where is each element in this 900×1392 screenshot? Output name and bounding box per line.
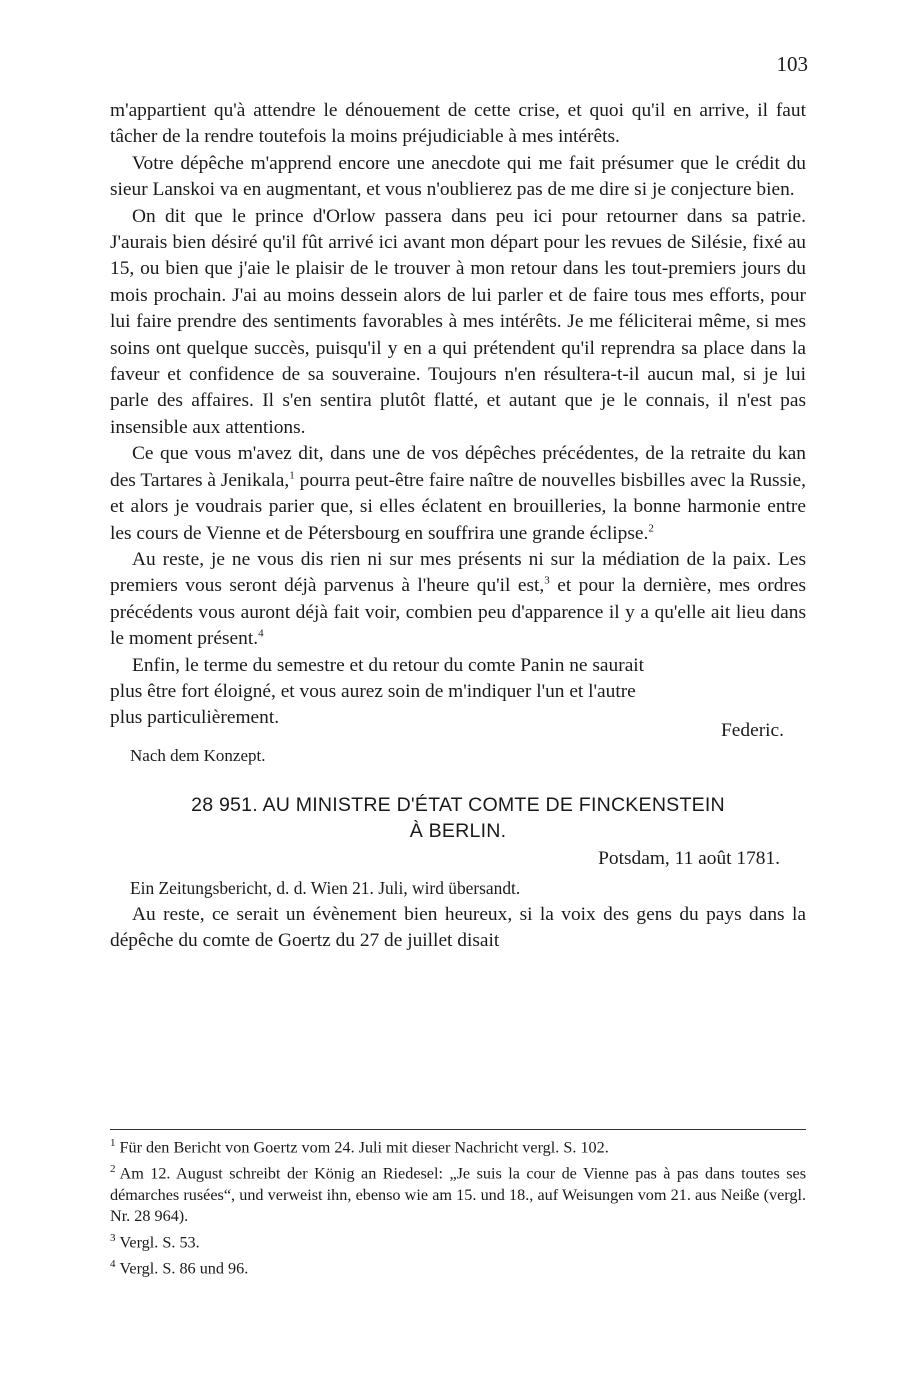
source-note: Nach dem Konzept. [130, 745, 266, 765]
document-number: 28 951. [191, 793, 258, 816]
footnote-reference: 2 [648, 522, 654, 535]
paragraph-text: et pour la dernière, mes ordres précédents vous auront déjà fait voir, combien peu d'apparence il y a qu'elle ait lieu dans le moment présent. [110, 575, 807, 650]
footnote-reference: 1 [289, 469, 295, 482]
page-number: 103 [776, 52, 808, 76]
footnote [110, 1159, 806, 1228]
footnote [110, 1254, 806, 1280]
footnote-reference: 3 [544, 574, 550, 587]
footnote-mark: 4 [110, 1257, 116, 1270]
closing-row [110, 653, 806, 741]
signature: Federic. [721, 719, 784, 741]
footnote-text: Vergl. S. 86 und 96. [119, 1259, 249, 1278]
document-summary: Ein Zeitungsbericht, d. d. Wien 21. Juli, wird übersandt. [130, 877, 521, 898]
paragraph: Au reste, ce serait un évènement bien heureux, si la voix des gens du pays dans la dépêche du comte de Goertz du 27 de juillet disait [110, 903, 806, 952]
footnote-divider [110, 1129, 806, 1130]
footnotes [110, 1133, 806, 1280]
place-date: Potsdam, 11 août 1781. [598, 847, 780, 869]
footnote-mark: 3 [110, 1231, 116, 1244]
paragraph: Enfin, le terme du semestre et du retour du comte Panin ne saurait plus être fort éloigné, et vous aurez soin de m'indiquer l'un et l'autre plus particulièrement. [110, 654, 645, 729]
footnote [110, 1133, 806, 1159]
paragraph: On dit que le prince d'Orlow passera dans peu ici pour retourner dans sa patrie. J'aurais bien désiré qu'il fût arrivé ici avant mon départ pour les revues de Silésie, fixé au 15, ou bien que j'aie le plaisir de le trouver à mon retour dans les tout-premiers jours du mois prochain. J'ai au moins dessein alors de lui parler et de faire tous mes efforts, pour lui faire prendre des sentiments favorables à mes intérêts. Je me féliciterai même, si mes soins ont quelque succès, puisqu'il y en a qui prétendent qu'il reprendra sa place dans la faveur et confidence de sa souveraine. Toujours n'en résultera-t-il aucun mal, si je lui parle des affaires. Il s'en sentira plutôt flatté, et autant que je le connais, il n'est pas insensible aux attentions. [110, 205, 806, 438]
main-text [110, 98, 806, 955]
paragraph-text: Au reste, je ne vous dis rien ni sur mes présents ni sur la médiation de la paix. Les premiers vous seront déjà parvenus à l'heure qu'il est, [110, 548, 806, 597]
paragraph-text: Ce que vous m'avez dit, dans une de vos dépêches précédentes, de la retraite du kan des Tartares à Jenikala, [110, 443, 806, 491]
paragraph-text: pourra peut-être faire naître de nouvelles bisbilles avec la Russie, et alors je voudrais parier que, si elles éclatent en brouilleries, la bonne harmonie entre les cours de Vienne et de Pétersbourg en souffrira une grande éclipse. [110, 469, 806, 544]
footnote-text: Für den Bericht von Goertz vom 24. Juli mit dieser Nachricht vergl. S. 102. [119, 1138, 609, 1157]
paragraph: m'appartient qu'à attendre le dénouement de cette crise, et quoi qu'il en arrive, il faut tâcher de la rendre toutefois la moins préjudiciable à mes intérêts. [110, 100, 806, 148]
footnote-mark: 1 [110, 1137, 116, 1149]
paragraph: Votre dépêche m'apprend encore une anecdote qui me fait présumer que le crédit du sieur Lanskoi va en augmentant, et vous n'oublierez pas de me dire si je conjecture bien. [110, 152, 806, 201]
footnote-text: Am 12. August schreibt der König an Riedesel: „Je suis la cour de Vienne pas à pas dans toutes ses démarches rusées“, und verweist ihn, ebenso wie am 15. und 18., auf Weisungen vom 21. aus Neiße (vergl. Nr. 28 964). [110, 1164, 806, 1226]
document-recipient: AU MINISTRE D'ÉTAT COMTE DE FINCKENSTEIN [262, 793, 725, 816]
heading-line: À BERLIN. [409, 819, 507, 842]
footnote-text: Vergl. S. 53. [119, 1233, 200, 1252]
footnote [110, 1228, 806, 1254]
paragraph [110, 441, 806, 547]
heading-line [110, 792, 806, 818]
footnote-reference: 4 [258, 627, 264, 640]
footnote-mark: 2 [110, 1162, 116, 1175]
document-heading [110, 792, 806, 844]
paragraph [110, 547, 806, 653]
